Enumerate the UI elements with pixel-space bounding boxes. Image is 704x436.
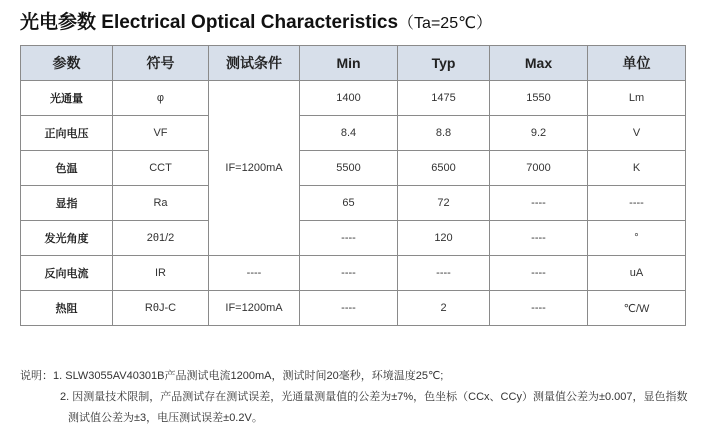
param-cell: 色温 (21, 151, 113, 186)
param-cell: 反向电流 (21, 256, 113, 291)
characteristics-table (20, 45, 686, 326)
condition-cell: IF=1200mA (209, 291, 300, 326)
min-cell: 1400 (300, 81, 398, 116)
table-row (21, 221, 686, 256)
page-title (20, 8, 492, 38)
note-line-2: 2. 因测量技术限制，产品测试存在测试误差，光通量测量值的公差为±7%，色坐标（CCx、CCy）测量值公差为±0.007，显色指数 (60, 391, 688, 403)
param-cell: 正向电压 (21, 116, 113, 151)
unit-cell: ---- (588, 186, 686, 221)
header-max: Max (490, 46, 588, 81)
min-cell: 5500 (300, 151, 398, 186)
typ-cell: 72 (398, 186, 490, 221)
unit-cell: V (588, 116, 686, 151)
min-cell: ---- (300, 291, 398, 326)
min-cell: ---- (300, 256, 398, 291)
table-row (21, 291, 686, 326)
symbol-cell: 2θ1/2 (113, 221, 209, 256)
param-cell: 显指 (21, 186, 113, 221)
unit-cell: K (588, 151, 686, 186)
table-header-row (21, 46, 686, 81)
max-cell: ---- (490, 291, 588, 326)
note-line-1: 说明：1. SLW3055AV40301B产品测试电流1200mA，测试时间20毫秒，环境温度25℃; (20, 370, 444, 382)
notes-section (20, 366, 690, 429)
max-cell: 9.2 (490, 116, 588, 151)
unit-cell: uA (588, 256, 686, 291)
title-text: 光电参数 Electrical Optical Characteristics (20, 12, 399, 33)
typ-cell: 2 (398, 291, 490, 326)
header-unit: 单位 (588, 46, 686, 81)
unit-cell: ° (588, 221, 686, 256)
table-row (21, 151, 686, 186)
table-row (21, 256, 686, 291)
table-row (21, 81, 686, 116)
param-cell: 发光角度 (21, 221, 113, 256)
table-row (21, 186, 686, 221)
max-cell: ---- (490, 256, 588, 291)
min-cell: ---- (300, 221, 398, 256)
symbol-cell: Ra (113, 186, 209, 221)
typ-cell: 6500 (398, 151, 490, 186)
max-cell: 7000 (490, 151, 588, 186)
title-condition: （Ta=25℃） (398, 15, 493, 32)
unit-cell: ℃/W (588, 291, 686, 326)
note-line-3: 测试值公差为±3，电压测试误差±0.2V。 (68, 412, 263, 424)
param-cell: 光通量 (21, 81, 113, 116)
symbol-cell: CCT (113, 151, 209, 186)
header-symbol: 符号 (113, 46, 209, 81)
header-typ: Typ (398, 46, 490, 81)
header-param: 参数 (21, 46, 113, 81)
condition-cell: ---- (209, 256, 300, 291)
typ-cell: ---- (398, 256, 490, 291)
min-cell: 65 (300, 186, 398, 221)
header-condition: 测试条件 (209, 46, 300, 81)
typ-cell: 8.8 (398, 116, 490, 151)
table-row (21, 116, 686, 151)
symbol-cell: φ (113, 81, 209, 116)
min-cell: 8.4 (300, 116, 398, 151)
max-cell: ---- (490, 186, 588, 221)
param-cell: 热阻 (21, 291, 113, 326)
header-min: Min (300, 46, 398, 81)
typ-cell: 1475 (398, 81, 490, 116)
condition-merged-cell: IF=1200mA (209, 81, 300, 256)
symbol-cell: IR (113, 256, 209, 291)
max-cell: 1550 (490, 81, 588, 116)
symbol-cell: RθJ-C (113, 291, 209, 326)
max-cell: ---- (490, 221, 588, 256)
unit-cell: Lm (588, 81, 686, 116)
symbol-cell: VF (113, 116, 209, 151)
typ-cell: 120 (398, 221, 490, 256)
